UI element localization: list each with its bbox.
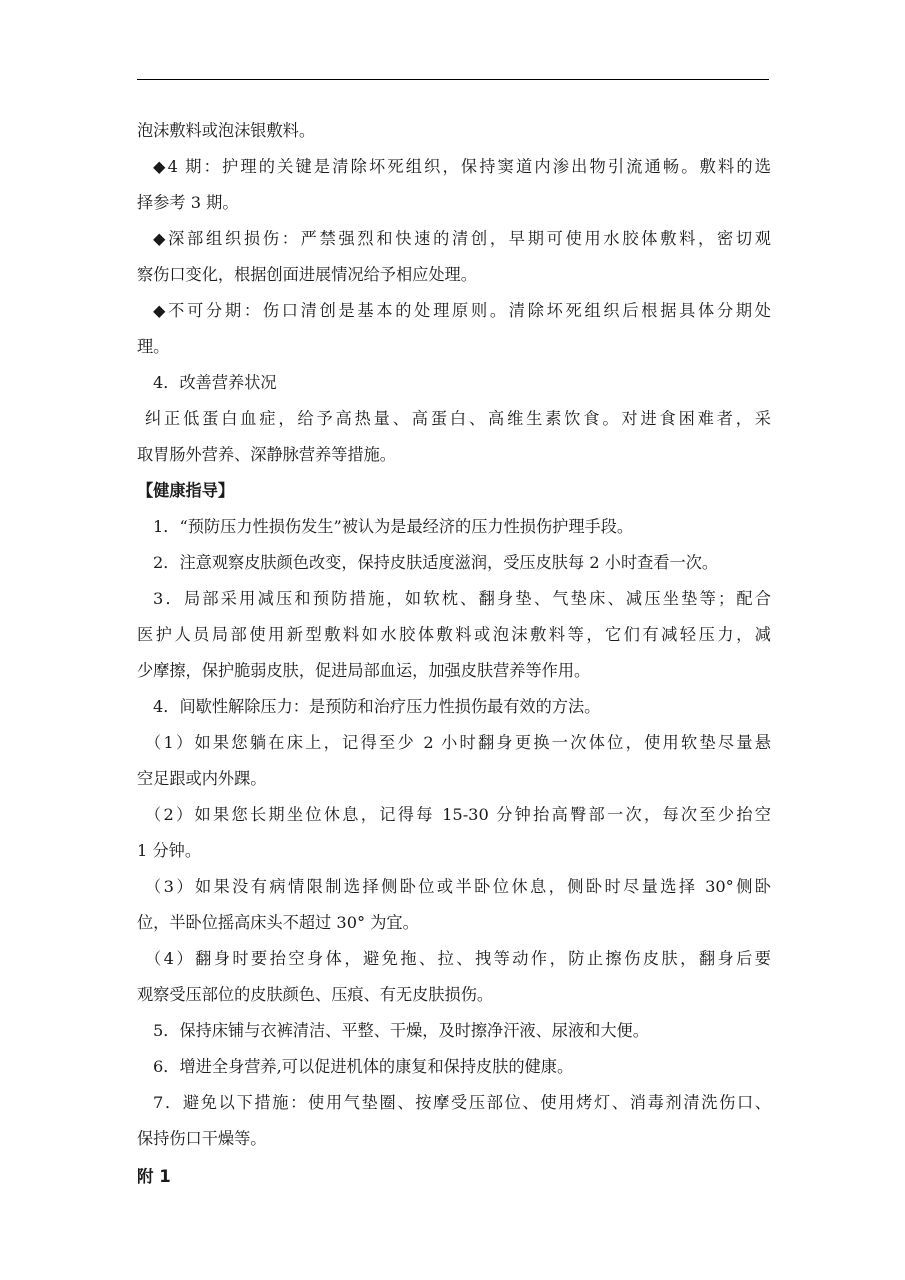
document-body <box>137 113 771 1195</box>
paragraph-nutrition-cont: 取胃肠外营养、深静脉营养等措施。 <box>137 445 396 464</box>
appendix-label: 附 1 <box>137 1167 171 1186</box>
guidance-item-1: 1．“预防压力性损伤发生”被认为是最经济的压力性损伤护理手段。 <box>153 517 634 536</box>
guidance-item-4: 4．间歇性解除压力：是预防和治疗压力性损伤最有效的方法。 <box>153 697 601 716</box>
paragraph-foam-dressing: 泡沫敷料或泡沫银敷料。 <box>137 121 316 140</box>
paragraph-stage-4-cont: 择参考 3 期。 <box>137 193 239 212</box>
guidance-item-4-2-cont: 1 分钟。 <box>137 841 202 860</box>
paragraph-unstageable-cont: 理。 <box>137 337 170 356</box>
guidance-item-4-4: （4）翻身时要抬空身体，避免拖、拉、拽等动作，防止擦伤皮肤，翻身后要 <box>145 949 771 968</box>
guidance-item-6: 6．增进全身营养,可以促进机体的康复和保持皮肤的健康。 <box>153 1057 574 1076</box>
guidance-item-3-cont-1: 医护人员局部使用新型敷料如水胶体敷料或泡沫敷料等，它们有减轻压力，减 <box>137 625 771 644</box>
paragraph-deep-tissue-cont: 察伤口变化，根据创面进展情况给予相应处理。 <box>137 265 477 284</box>
health-guidance-heading: 【健康指导】 <box>137 481 235 500</box>
guidance-item-4-3: （3）如果没有病情限制选择侧卧位或半卧位休息，侧卧时尽量选择 30°侧卧 <box>145 877 771 896</box>
guidance-item-4-4-cont: 观察受压部位的皮肤颜色、压痕、有无皮肤损伤。 <box>137 985 494 1004</box>
paragraph-unstageable: ◆不可分期：伤口清创是基本的处理原则。清除坏死组织后根据具体分期处 <box>153 301 771 320</box>
paragraph-stage-4: ◆4 期：护理的关键是清除坏死组织，保持窦道内渗出物引流通畅。敷料的选 <box>153 157 771 176</box>
header-rule <box>137 79 769 80</box>
guidance-item-4-1-cont: 空足跟或内外踝。 <box>137 769 267 788</box>
guidance-item-7: 7．避免以下措施：使用气垫圈、按摩受压部位、使用烤灯、消毒剂清洗伤口、 <box>153 1093 771 1112</box>
guidance-item-4-1: （1）如果您躺在床上，记得至少 2 小时翻身更换一次体位，使用软垫尽量悬 <box>145 733 771 752</box>
section-title-nutrition: 4．改善营养状况 <box>153 373 277 392</box>
guidance-item-3: 3．局部采用减压和预防措施，如软枕、翻身垫、气垫床、减压坐垫等；配合 <box>153 589 771 608</box>
guidance-item-4-2: （2）如果您长期坐位休息，记得每 15-30 分钟抬高臀部一次，每次至少抬空 <box>145 805 771 824</box>
guidance-item-5: 5．保持床铺与衣裤清洁、平整、干燥，及时擦净汗液、尿液和大便。 <box>153 1021 649 1040</box>
guidance-item-2: 2．注意观察皮肤颜色改变，保持皮肤适度滋润，受压皮肤每 2 小时查看一次。 <box>153 553 719 572</box>
guidance-item-3-cont-2: 少摩擦，保护脆弱皮肤，促进局部血运，加强皮肤营养等作用。 <box>137 661 591 680</box>
guidance-item-7-cont: 保持伤口干燥等。 <box>137 1129 267 1148</box>
guidance-item-4-3-cont: 位，半卧位摇高床头不超过 30° 为宜。 <box>137 913 419 932</box>
paragraph-deep-tissue: ◆深部组织损伤：严禁强烈和快速的清创，早期可使用水胶体敷料，密切观 <box>153 229 771 248</box>
paragraph-nutrition: 纠正低蛋白血症，给予高热量、高蛋白、高维生素饮食。对进食困难者，采 <box>145 409 771 428</box>
